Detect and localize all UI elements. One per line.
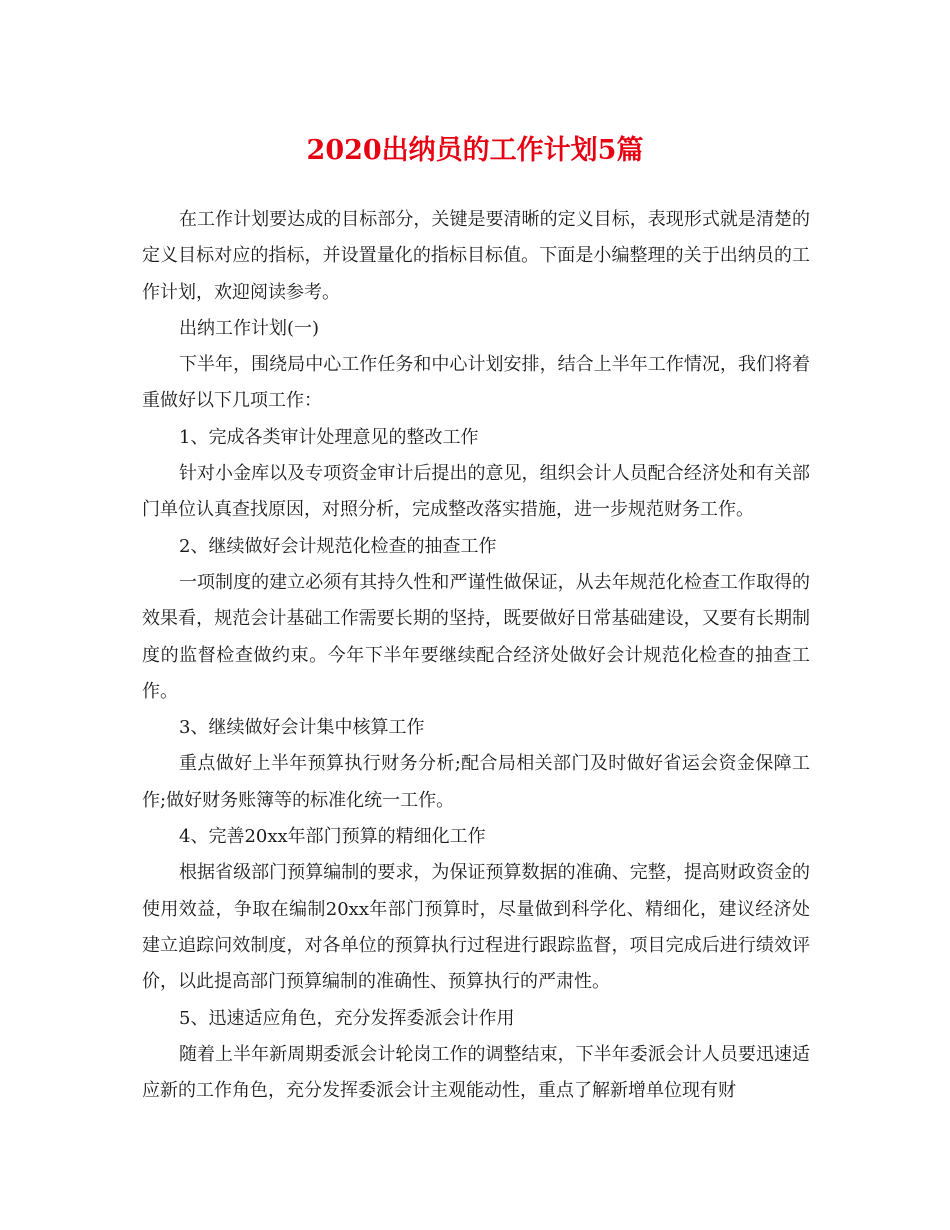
body-paragraph: 下半年，围绕局中心工作任务和中心计划安排，结合上半年工作情况，我们将着重做好以下几项工作： [142,354,810,412]
item-heading-4: 4、完善20xx年部门预算的精细化工作 [179,826,486,848]
body-paragraph: 针对小金库以及专项资金审计后提出的意见，组织会计人员配合经济处和有关部门单位认真查找原因，对照分析，完成整改落实措施，进一步规范财务工作。 [142,463,810,521]
body-paragraph: 随着上半年新周期委派会计轮岗工作的调整结束，下半年委派会计人员要迅速适应新的工作角色，充分发挥委派会计主观能动性，重点了解新增单位现有财 [142,1043,810,1102]
document-body [142,202,810,1109]
item-heading-3: 3、继续做好会计集中核算工作 [179,717,425,739]
item-heading-5: 5、迅速适应角色，充分发挥委派会计作用 [179,1007,515,1029]
body-paragraph: 重点做好上半年预算执行财务分析;配合局相关部门及时做好省运会资金保障工作;做好财务账簿等的标准化统一工作。 [142,753,810,811]
body-paragraph: 一项制度的建立必须有其持久性和严谨性做保证，从去年规范化检查工作取得的效果看，规范会计基础工作需要长期的坚持，既要做好日常基础建设，又要有长期制度的监督检查做约束。今年下半年要继续配合经济处做好会计规范化检查的抽查工作。 [142,571,810,702]
item-heading-2: 2、继续做好会计规范化检查的抽查工作 [179,535,497,557]
section-heading: 出纳工作计划(一) [179,317,320,339]
intro-paragraph: 在工作计划要达成的目标部分，关键是要清晰的定义目标，表现形式就是清楚的定义目标对应的指标，并设置量化的指标目标值。下面是小编整理的关于出纳员的工作计划，欢迎阅读参考。 [142,209,810,303]
body-paragraph: 根据省级部门预算编制的要求，为保证预算数据的准确、完整，提高财政资金的使用效益，争取在编制20xx年部门预算时，尽量做到科学化、精细化，建议经济处建立追踪问效制度，对各单位的预算执行过程进行跟踪监督，项目完成后进行绩效评价，以此提高部门预算编制的准确性、预算执行的严肃性。 [142,862,810,993]
document-title: 2020出纳员的工作计划5篇 [306,135,644,166]
item-heading-1: 1、完成各类审计处理意见的整改工作 [179,426,479,448]
